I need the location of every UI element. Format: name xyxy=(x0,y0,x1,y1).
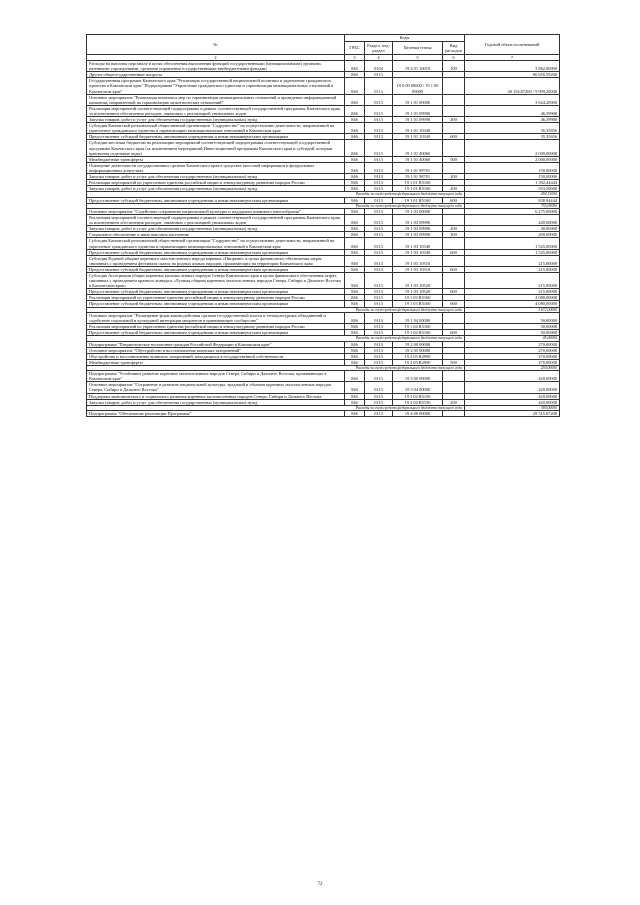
federal-budget-note: Расходы за счет средств федерального бюджета текущего года xyxy=(87,336,465,341)
row-razdel: 0113 xyxy=(365,197,393,203)
row-expense-type xyxy=(443,371,465,382)
row-target-article: 19 1 04 R5160 xyxy=(393,330,443,336)
row-razdel: 0113 xyxy=(365,173,393,179)
row-amount: 215,00000 xyxy=(465,272,560,288)
table-row xyxy=(87,411,560,417)
row-grbs: 846 xyxy=(345,393,365,399)
row-amount: 1 525,00000 xyxy=(465,249,560,255)
row-expense-type: 600 xyxy=(443,330,465,336)
table-row xyxy=(87,371,560,382)
row-amount: 50,00000 xyxy=(465,324,560,330)
row-grbs: 846 xyxy=(345,173,365,179)
row-expense-type xyxy=(443,162,465,173)
row-razdel: 0113 xyxy=(365,295,393,301)
row-expense-type xyxy=(443,94,465,105)
row-description: Закупка товаров, работ и услуг для обеспечения государственных (муниципальных) нужд xyxy=(87,226,345,232)
row-target-article: 19 1 01 98701 xyxy=(393,173,443,179)
row-target-article: 19 2 05 00000 xyxy=(393,347,443,353)
row-expense-type xyxy=(443,238,465,249)
row-amount: 270,00000 xyxy=(465,341,560,347)
row-amount: 420,00000 xyxy=(465,399,560,405)
row-razdel: 0113 xyxy=(365,272,393,288)
row-target-article: 19 3 04 R5150 xyxy=(393,393,443,399)
row-target-article: 19 1 01 98701 xyxy=(393,162,443,173)
row-razdel: 0113 xyxy=(365,238,393,249)
row-target-article: 19 1 03 R5160 xyxy=(393,295,443,301)
header-index-7: 7 xyxy=(465,55,560,61)
row-target-article: 19 1 03 10340 xyxy=(393,238,443,249)
federal-budget-note: Расходы за счет средств федерального бюджета текущего года xyxy=(87,365,465,370)
row-description: Закупка товаров, работ и услуг для обеспечения государственных (муниципальных) нужд xyxy=(87,186,345,192)
row-target-article: 19 1 01 R5160 xyxy=(393,180,443,186)
row-razdel: 0113 xyxy=(365,399,393,405)
row-expense-type: 600 xyxy=(443,301,465,307)
header-grbs: ГРБС xyxy=(345,42,365,55)
row-amount: 4 080,00000 xyxy=(465,295,560,301)
row-razdel: 0113 xyxy=(365,341,393,347)
row-razdel: 0113 xyxy=(365,72,393,78)
row-target-article: 19 3 04 00000 xyxy=(393,382,443,393)
row-expense-type: 300 xyxy=(443,232,465,238)
row-expense-type: 200 xyxy=(443,117,465,123)
row-grbs: 846 xyxy=(345,301,365,307)
row-razdel: 0113 xyxy=(365,359,393,365)
row-target-article: 19 1 01 40060 xyxy=(393,140,443,156)
row-expense-type xyxy=(443,140,465,156)
row-razdel: 0113 xyxy=(365,123,393,134)
row-amount: 215,00000 xyxy=(465,289,560,295)
table-row xyxy=(87,61,560,72)
row-grbs: 846 xyxy=(345,255,365,266)
federal-budget-amount: 494,15000 xyxy=(465,192,560,197)
row-target-article: 19 1 03 10510 xyxy=(393,255,443,266)
row-grbs: 846 xyxy=(345,232,365,238)
row-expense-type: 200 xyxy=(443,226,465,232)
row-grbs: 846 xyxy=(345,371,365,382)
row-target-article: 19 3 00 00000 xyxy=(393,371,443,382)
row-target-article: 19 1 01 10340 xyxy=(393,123,443,134)
row-grbs: 846 xyxy=(345,105,365,116)
row-razdel: 0113 xyxy=(365,140,393,156)
table-row xyxy=(87,94,560,105)
row-description: Предоставление субсидий бюджетным, автономным учреждениям и иным некоммерческим организациям xyxy=(87,330,345,336)
row-description: Субсидии местным бюджетам на реализацию мероприятий соответствующей подпрограммы соответствующей государственной программы Камчатского края (за исключением мероприятий Инвестиционной программы Камчатского края и субсидий, которым присвоены отдельные коды) xyxy=(87,140,345,156)
row-razdel: 0113 xyxy=(365,393,393,399)
row-grbs: 846 xyxy=(345,347,365,353)
federal-budget-note: Расходы за счет средств федерального бюджета текущего года xyxy=(87,405,465,410)
row-grbs: 846 xyxy=(345,266,365,272)
row-target-article: 19 1 03 09990 xyxy=(393,232,443,238)
row-razdel: 0113 xyxy=(365,215,393,226)
row-target-article: 19 1 01 00000 xyxy=(393,94,443,105)
row-amount: 240,00000 xyxy=(465,215,560,226)
table-row xyxy=(87,123,560,134)
row-grbs: 846 xyxy=(345,140,365,156)
row-target-article: 19 1 03 10520 xyxy=(393,289,443,295)
header-vr: Вид расходов xyxy=(443,42,465,55)
header-razdel: Раздел, под-раздел xyxy=(365,42,393,55)
table-row xyxy=(87,255,560,266)
row-amount: 46,39900 xyxy=(465,105,560,116)
row-grbs: 846 xyxy=(345,289,365,295)
row-amount: 200,00000 xyxy=(465,232,560,238)
row-grbs: 846 xyxy=(345,117,365,123)
row-grbs: 846 xyxy=(345,180,365,186)
row-expense-type xyxy=(443,78,465,94)
row-amount: 150,00000 xyxy=(465,162,560,173)
row-description: Предоставление субсидий бюджетным, автономным учреждениям и иным некоммерческим организациям xyxy=(87,266,345,272)
row-amount: 2 000,00000 xyxy=(465,156,560,162)
row-description: Подпрограмма "Обеспечение реализации Программы" xyxy=(87,411,345,417)
federal-budget-amount: 3 672,00000 xyxy=(465,307,560,312)
header-index-5: 5 xyxy=(393,55,443,61)
row-description: Закупка товаров, работ и услуг для обеспечения государственных (муниципальных) нужд xyxy=(87,117,345,123)
row-expense-type: 600 xyxy=(443,134,465,140)
row-description: Расходы на выплаты персоналу в целях обеспечения выполнения функций государственными (муниципальными) органами, казенными учреждениями, органами управления государственными внебюджетными фондами xyxy=(87,61,345,72)
row-target-article: 19 4 00 00000 xyxy=(393,411,443,417)
row-amount: 86 650,59200 xyxy=(465,72,560,78)
row-amount: 215,00000 xyxy=(465,255,560,266)
row-amount: 46,39900 xyxy=(465,117,560,123)
budget-table-page xyxy=(86,34,559,417)
federal-budget-amount: 380,00000 xyxy=(465,405,560,410)
header-index-1: 2 xyxy=(87,55,345,61)
federal-budget-amount: 755,05000 xyxy=(465,203,560,208)
row-grbs: 846 xyxy=(345,186,365,192)
row-description: Закупка товаров, работ и услуг для обеспечения государственных (муниципальных) нужд xyxy=(87,173,345,179)
row-description: Реализация мероприятий по укреплению единства российской нации и этнокультурному развитию народов России xyxy=(87,324,345,330)
row-description: Субсидия Родовой общине коренного малочисленного народа карюков «Пипрыне» в целях финансового обеспечения затрат, связанных с проведением фестиваля сказок на родных языках народов, проживающих на территории Камчатского края xyxy=(87,255,345,266)
table-row xyxy=(87,382,560,393)
row-description: Основное мероприятие "Содействие сохранению национальной культуры и поддержка языкового многообразия" xyxy=(87,208,345,214)
row-amount: 50,00000 xyxy=(465,330,560,336)
row-target-article: 19 1 04 R5160 xyxy=(393,324,443,330)
row-grbs: 846 xyxy=(345,341,365,347)
row-expense-type xyxy=(443,272,465,288)
row-grbs: 846 xyxy=(345,382,365,393)
row-target-article: 19 1 03 R5160 xyxy=(393,301,443,307)
row-grbs: 846 xyxy=(345,123,365,134)
header-codes: Коды xyxy=(345,35,465,42)
row-grbs: 846 xyxy=(345,226,365,232)
table-body xyxy=(87,61,560,417)
row-amount: 215,00000 xyxy=(465,266,560,272)
federal-budget-note: Расходы за счет средств федерального бюджета текущего года xyxy=(87,307,465,312)
row-expense-type xyxy=(443,105,465,116)
row-description: Реализация мероприятий по укреплению единства российской нации и этнокультурному развитию народов России xyxy=(87,295,345,301)
row-razdel: 0113 xyxy=(365,347,393,353)
row-amount: 2 000,00000 xyxy=(465,140,560,156)
row-description: Субсидия Камчатской региональной общественной организации "Содружество" на осуществление деятельности, направленной на укрепление гражданского единства и гармонизацию межнациональных отношений в Камчатском крае xyxy=(87,123,345,134)
row-target-article: 19 3 04 R5150 xyxy=(393,399,443,405)
row-grbs: 846 xyxy=(345,272,365,288)
budget-table xyxy=(86,34,560,417)
row-expense-type: 600 xyxy=(443,249,465,255)
row-description: Другие общегосударственные вопросы xyxy=(87,72,345,78)
row-expense-type xyxy=(443,411,465,417)
row-razdel: 0113 xyxy=(365,266,393,272)
row-description: Основное мероприятие "Сохранение и развитие национальной культуры, традиций и обычаев коренных малочисленных народов Севера, Сибири и Дальнего Востока" xyxy=(87,382,345,393)
row-razdel: 0104 xyxy=(365,61,393,72)
row-amount: 40,00000 xyxy=(465,226,560,232)
row-description: Подпрограмма "Устойчивое развитие коренных малочисленных народов Севера, Сибири и Дальнего Востока, проживающих в Камчатском крае" xyxy=(87,371,345,382)
row-amount: 1 392,44444 xyxy=(465,180,560,186)
row-expense-type xyxy=(443,382,465,393)
row-grbs: 846 xyxy=(345,249,365,255)
row-amount: 3 862,00000 xyxy=(465,61,560,72)
row-description: Предоставление субсидий бюджетным, автономным учреждениям и иным некоммерческим организациям xyxy=(87,134,345,140)
table-row xyxy=(87,238,560,249)
row-expense-type: 200 xyxy=(443,186,465,192)
row-amount: 40 154,87200 / 9 909,20000 xyxy=(465,78,560,94)
federal-budget-amount: 45,00000 xyxy=(465,336,560,341)
row-amount: 270,00000 xyxy=(465,353,560,359)
row-amount: 420,00000 xyxy=(465,382,560,393)
row-grbs: 846 xyxy=(345,353,365,359)
row-razdel: 0113 xyxy=(365,382,393,393)
row-razdel: 0113 xyxy=(365,324,393,330)
row-description: Поддержка экономического и социального развития коренных малочисленных народов Севера, Сибири и Дальнего Востока xyxy=(87,393,345,399)
row-amount: 29 515,67200 xyxy=(465,411,560,417)
row-description: Основное мероприятие "Расширение форм взаимодействия органов государственной власти и этнокультурных объединений и содействие социальной и культурной интеграции мигрантов в принимающее сообщество" xyxy=(87,312,345,323)
row-description: Предоставление субсидий бюджетным, автономным учреждениям и иным некоммерческим организациям xyxy=(87,301,345,307)
row-description: Социальное обеспечение и иные выплаты населению xyxy=(87,232,345,238)
header-index-3: 3 xyxy=(345,55,365,61)
page-number: 72 xyxy=(317,882,323,887)
row-target-article: 19 1 01 09990 xyxy=(393,105,443,116)
row-razdel: 0113 xyxy=(365,134,393,140)
table-row xyxy=(87,312,560,323)
row-expense-type xyxy=(443,215,465,226)
federal-budget-note: Расходы за счет средств федерального бюджета текущего года xyxy=(87,192,465,197)
row-expense-type: 200 xyxy=(443,399,465,405)
row-razdel: 0113 xyxy=(365,330,393,336)
row-target-article: 19 1 03 10520 xyxy=(393,272,443,288)
row-grbs: 846 xyxy=(345,215,365,226)
row-target-article: 19 1 01 40060 xyxy=(393,156,443,162)
row-description: Межбюджетные трансферты xyxy=(87,156,345,162)
row-target-article: 19 0 00 00000 / 19 1 00 00000 xyxy=(393,78,443,94)
row-description: Реализация мероприятий соответствующей подпрограммы в рамках соответствующей государственной программы Камчатского края, за исключением обеспечения расходов, связанных с реализацией уникальных кодов xyxy=(87,105,345,116)
row-razdel: 0113 xyxy=(365,289,393,295)
header-cs: Целевая статья xyxy=(393,42,443,55)
row-target-article: 19 4 01 10010 xyxy=(393,61,443,72)
row-grbs: 846 xyxy=(345,197,365,203)
row-description: Подпрограмма "Патриотическое воспитание граждан Российской Федерации в Камчатском крае" xyxy=(87,341,345,347)
row-expense-type xyxy=(443,123,465,134)
row-expense-type: 600 xyxy=(443,266,465,272)
row-description: Закупка товаров, работ и услуг для обеспечения государственных (муниципальных) нужд xyxy=(87,399,345,405)
row-amount: 420,00000 xyxy=(465,371,560,382)
table-row xyxy=(87,215,560,226)
row-expense-type: 500 xyxy=(443,156,465,162)
row-grbs: 846 xyxy=(345,295,365,301)
row-amount: 420,00000 xyxy=(465,393,560,399)
row-razdel: 0113 xyxy=(365,208,393,214)
row-razdel: 0113 xyxy=(365,78,393,94)
row-expense-type xyxy=(443,255,465,266)
row-target-article: 19 1 03 10340 xyxy=(393,249,443,255)
row-expense-type: 100 xyxy=(443,61,465,72)
row-description: Основное мероприятие "Обустройство и восстановление воинских захоронений" xyxy=(87,347,345,353)
row-grbs: 846 xyxy=(345,330,365,336)
row-description: Реализация мероприятий соответствующей подпрограммы в рамках соответствующей государственной программы Камчатского края, за исключением обеспечения расходов, связанных с реализацией уникальных кодов xyxy=(87,215,345,226)
row-grbs: 846 xyxy=(345,156,365,162)
row-amount: 4 080,00000 xyxy=(465,301,560,307)
row-razdel: 0113 xyxy=(365,162,393,173)
row-target-article: 19 1 03 10510 xyxy=(393,266,443,272)
row-razdel: 0113 xyxy=(365,312,393,323)
row-expense-type: 500 xyxy=(443,359,465,365)
row-grbs: 846 xyxy=(345,208,365,214)
row-grbs: 846 xyxy=(345,78,365,94)
row-grbs: 846 xyxy=(345,94,365,105)
header-sum: Годовой объем ассигнований xyxy=(465,35,560,55)
row-razdel: 0113 xyxy=(365,180,393,186)
table-row xyxy=(87,105,560,116)
row-razdel: 0113 xyxy=(365,353,393,359)
row-description: Предоставление субсидий бюджетным, автономным учреждениям и иным некоммерческим организациям xyxy=(87,197,345,203)
row-amount: 270,00000 xyxy=(465,347,560,353)
row-description: Предоставление субсидий бюджетным, автономным учреждениям и иным некоммерческим организациям xyxy=(87,289,345,295)
row-amount: 6 275,00000 xyxy=(465,208,560,214)
row-grbs: 846 xyxy=(345,411,365,417)
table-row xyxy=(87,162,560,173)
row-grbs: 846 xyxy=(345,134,365,140)
row-grbs: 846 xyxy=(345,72,365,78)
row-description: Предоставление субсидий бюджетным, автономным учреждениям и иным некоммерческим организациям xyxy=(87,249,345,255)
row-razdel: 0113 xyxy=(365,94,393,105)
row-expense-type: 200 xyxy=(443,173,465,179)
row-razdel: 0113 xyxy=(365,105,393,116)
table-row xyxy=(87,140,560,156)
row-grbs: 846 xyxy=(345,61,365,72)
row-grbs: 846 xyxy=(345,359,365,365)
row-description: Государственная программа Камчатского края "Реализация государственной национальной политики и укрепление гражданского единства в Камчатском крае" Подпрограмма "Укрепление гражданского единства и гармонизация межнациональных отношений в Камчатском крае" xyxy=(87,78,345,94)
row-description: Освещение деятельности государственных органов Камчатского края в средствах массовой информации и федеральных информационных агентствах xyxy=(87,162,345,173)
row-expense-type: 600 xyxy=(443,197,465,203)
row-amount: 838,94444 xyxy=(465,197,560,203)
row-description: Межбюджетные трансферты xyxy=(87,359,345,365)
row-target-article: 19 1 01 R5160 xyxy=(393,197,443,203)
row-description: Основное мероприятие "Реализация комплекса мер по гармонизации межнациональных отношений и проведение информационной кампании, направленной на гармонизацию межэтнических отношений" xyxy=(87,94,345,105)
header-number: № xyxy=(87,35,345,55)
federal-budget-note: Расходы за счет средств федерального бюджета текущего года xyxy=(87,203,465,208)
row-amount: 150,00000 xyxy=(465,173,560,179)
row-target-article: 19 1 01 R5160 xyxy=(393,186,443,192)
row-grbs: 846 xyxy=(345,238,365,249)
row-expense-type: 600 xyxy=(443,289,465,295)
row-razdel: 0113 xyxy=(365,301,393,307)
row-target-article: 19 2 05 R2990 xyxy=(393,359,443,365)
row-razdel: 0113 xyxy=(365,255,393,266)
row-amount: 35,35656 xyxy=(465,123,560,134)
row-amount: 50,00000 xyxy=(465,312,560,323)
row-razdel: 0113 xyxy=(365,232,393,238)
table-row xyxy=(87,272,560,288)
row-amount: 1 525,00000 xyxy=(465,238,560,249)
row-expense-type xyxy=(443,312,465,323)
row-description: Субсидия Камчатской региональной общественной организации "Содружество" на осуществление деятельности, направленной на укрепление гражданского единства и гармонизацию межнациональных отношений в Камчатском крае xyxy=(87,238,345,249)
row-target-article: 19 1 01 09990 xyxy=(393,117,443,123)
row-target-article: 19 2 05 R2990 xyxy=(393,353,443,359)
header-index-6: 6 xyxy=(443,55,465,61)
row-razdel: 0113 xyxy=(365,249,393,255)
row-target-article: 19 1 03 09990 xyxy=(393,215,443,226)
row-razdel: 0113 xyxy=(365,226,393,232)
row-razdel: 0113 xyxy=(365,186,393,192)
row-target-article: 19 1 01 10340 xyxy=(393,134,443,140)
row-grbs: 846 xyxy=(345,312,365,323)
row-razdel: 0113 xyxy=(365,371,393,382)
header-index-4: 4 xyxy=(365,55,393,61)
row-amount: 3 624,20000 xyxy=(465,94,560,105)
row-description: Реализация мероприятий по укреплению единства российской нации и этнокультурному развитию народов России xyxy=(87,180,345,186)
row-grbs: 846 xyxy=(345,399,365,405)
row-description: Обустройство и восстановление воинских захоронений, находящихся в государственной собственности xyxy=(87,353,345,359)
row-target-article: 19 1 03 09990 xyxy=(393,226,443,232)
row-target-article: 19 2 00 00000 xyxy=(393,341,443,347)
federal-budget-amount: 250,00000 xyxy=(465,365,560,370)
row-amount: 553,50000 xyxy=(465,186,560,192)
row-razdel: 0113 xyxy=(365,117,393,123)
row-description: Субсидия Ассоциации общин коренных малочисленных народов Севера Камчатского края в целях финансового обеспечения затрат, связанных с проведением краевого конкурса «Лучшая община коренных малочисленных народов Севера, Сибири и Дальнего Востока в Камчатском крае» xyxy=(87,272,345,288)
table-row xyxy=(87,78,560,94)
row-target-article: 19 1 03 00000 xyxy=(393,208,443,214)
row-amount: 35,35656 xyxy=(465,134,560,140)
row-razdel: 0113 xyxy=(365,411,393,417)
row-grbs: 846 xyxy=(345,162,365,173)
row-target-article: 19 1 04 00000 xyxy=(393,312,443,323)
row-amount: 270,00000 xyxy=(465,359,560,365)
row-grbs: 846 xyxy=(345,324,365,330)
row-razdel: 0113 xyxy=(365,156,393,162)
